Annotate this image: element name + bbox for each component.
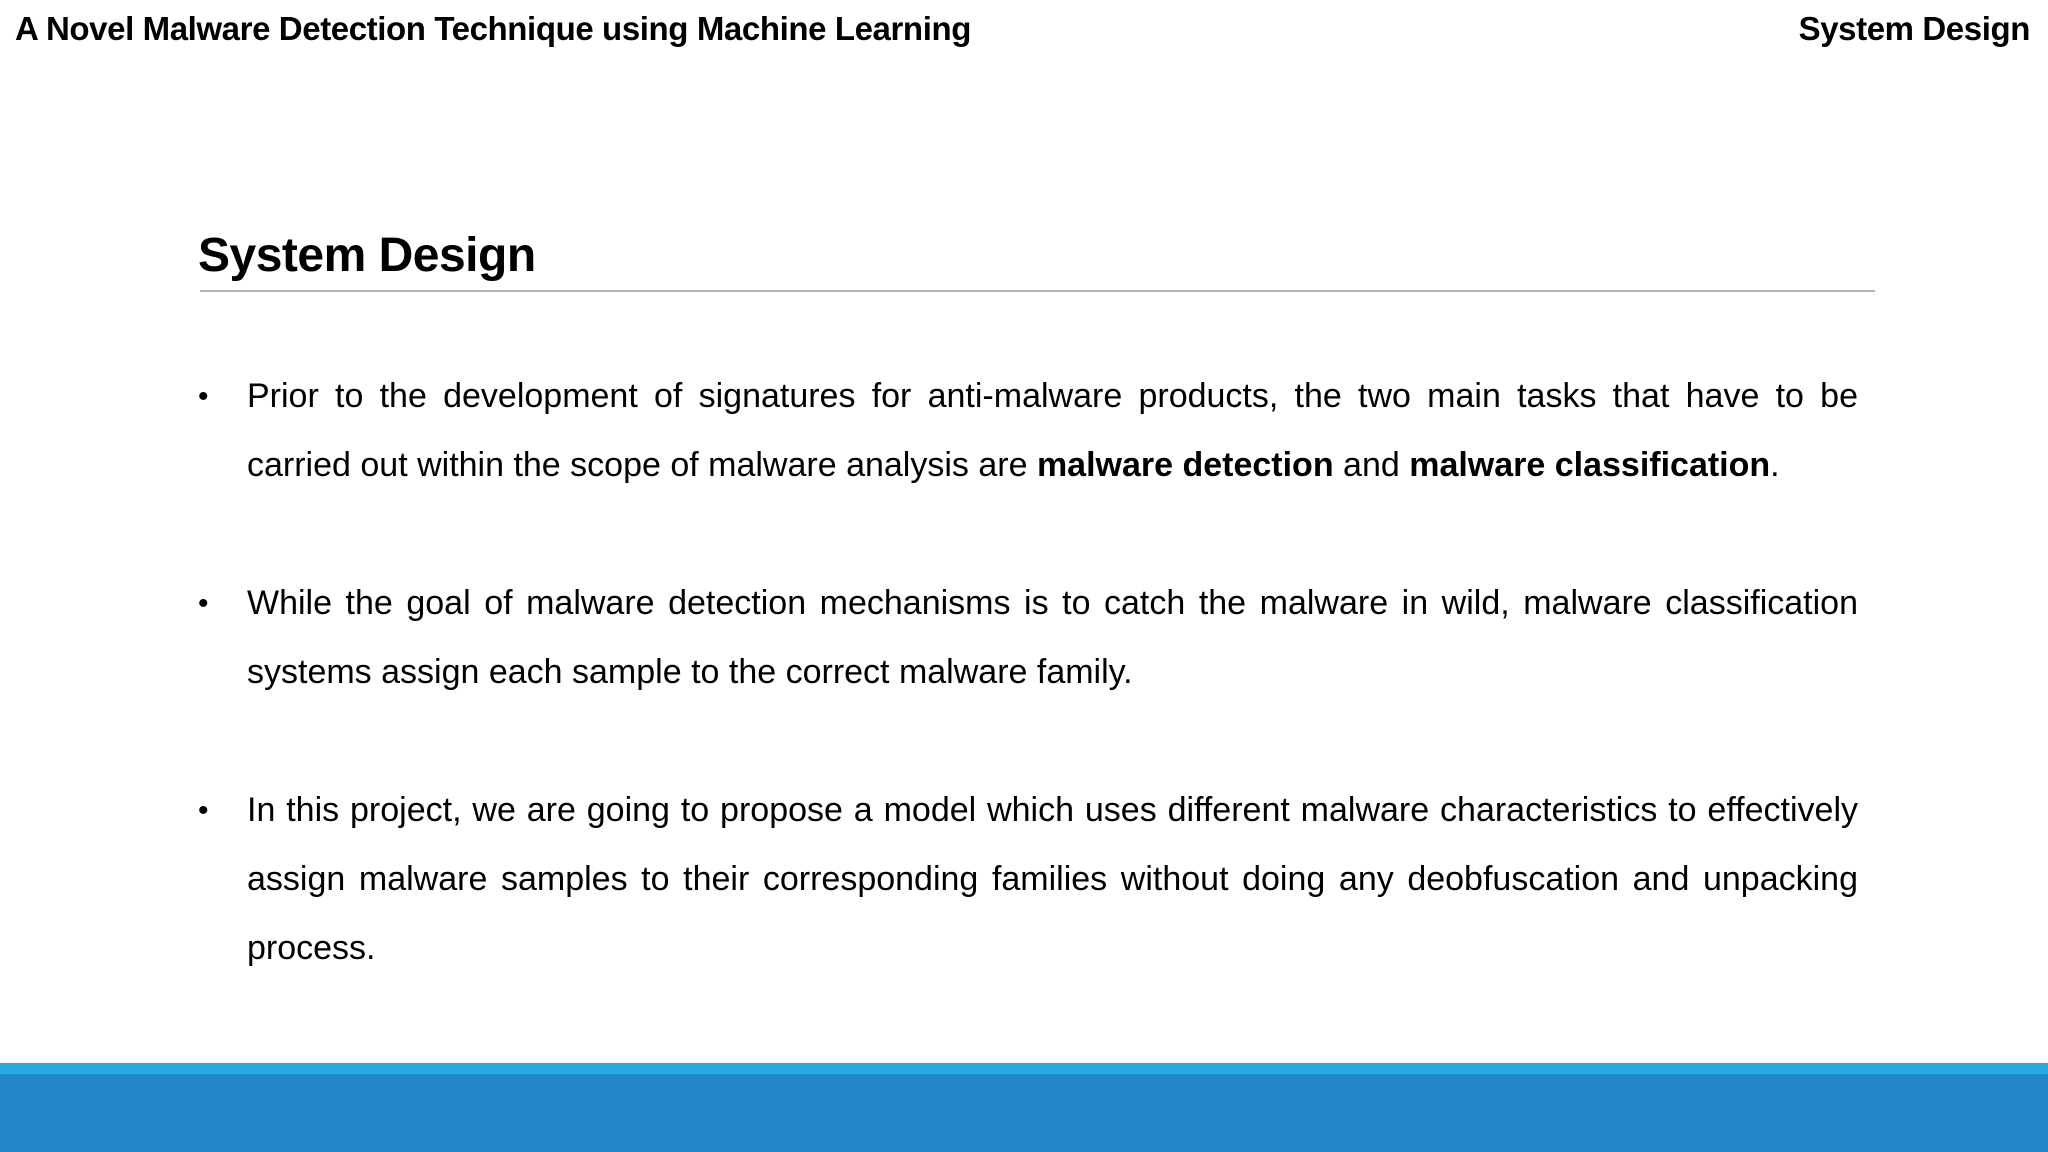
footer-accent-stripe [0,1063,2048,1074]
bullet-text-segment: and [1333,446,1410,484]
bullet-bold-term: malware classification [1409,446,1771,484]
bullet-icon: • [198,794,209,827]
footer-band [0,1074,2048,1152]
bullet-text: While the goal of malware detection mechanisms is to catch the malware in wild, malware classification systems assign each sample to the correct malware family. [247,584,1858,691]
bullet-list [198,362,1858,983]
bullet-bold-term: malware detection [1036,446,1334,484]
slide-title: System Design [198,229,536,282]
bullet-icon: • [198,587,209,620]
bullet-text-segment: Prior to the development of signatures for anti-malware products, the two main tasks that have to be carried out within the scope of malware analysis are [247,377,1858,484]
bullet-item [198,362,1858,500]
presentation-title: A Novel Malware Detection Technique using Machine Learning [15,10,971,47]
bullet-item [198,569,1858,707]
bullet-item [198,776,1858,983]
bullet-text [247,377,1858,484]
bullet-icon: • [198,380,209,413]
section-title: System Design [1798,10,2030,47]
bullet-text-segment: . [1770,446,1780,484]
title-divider [200,290,1875,292]
bullet-text: In this project, we are going to propose a model which uses different malware characteristics to effectively assign malware samples to their corresponding families without doing any deobfuscation and unpacking process. [247,791,1858,967]
